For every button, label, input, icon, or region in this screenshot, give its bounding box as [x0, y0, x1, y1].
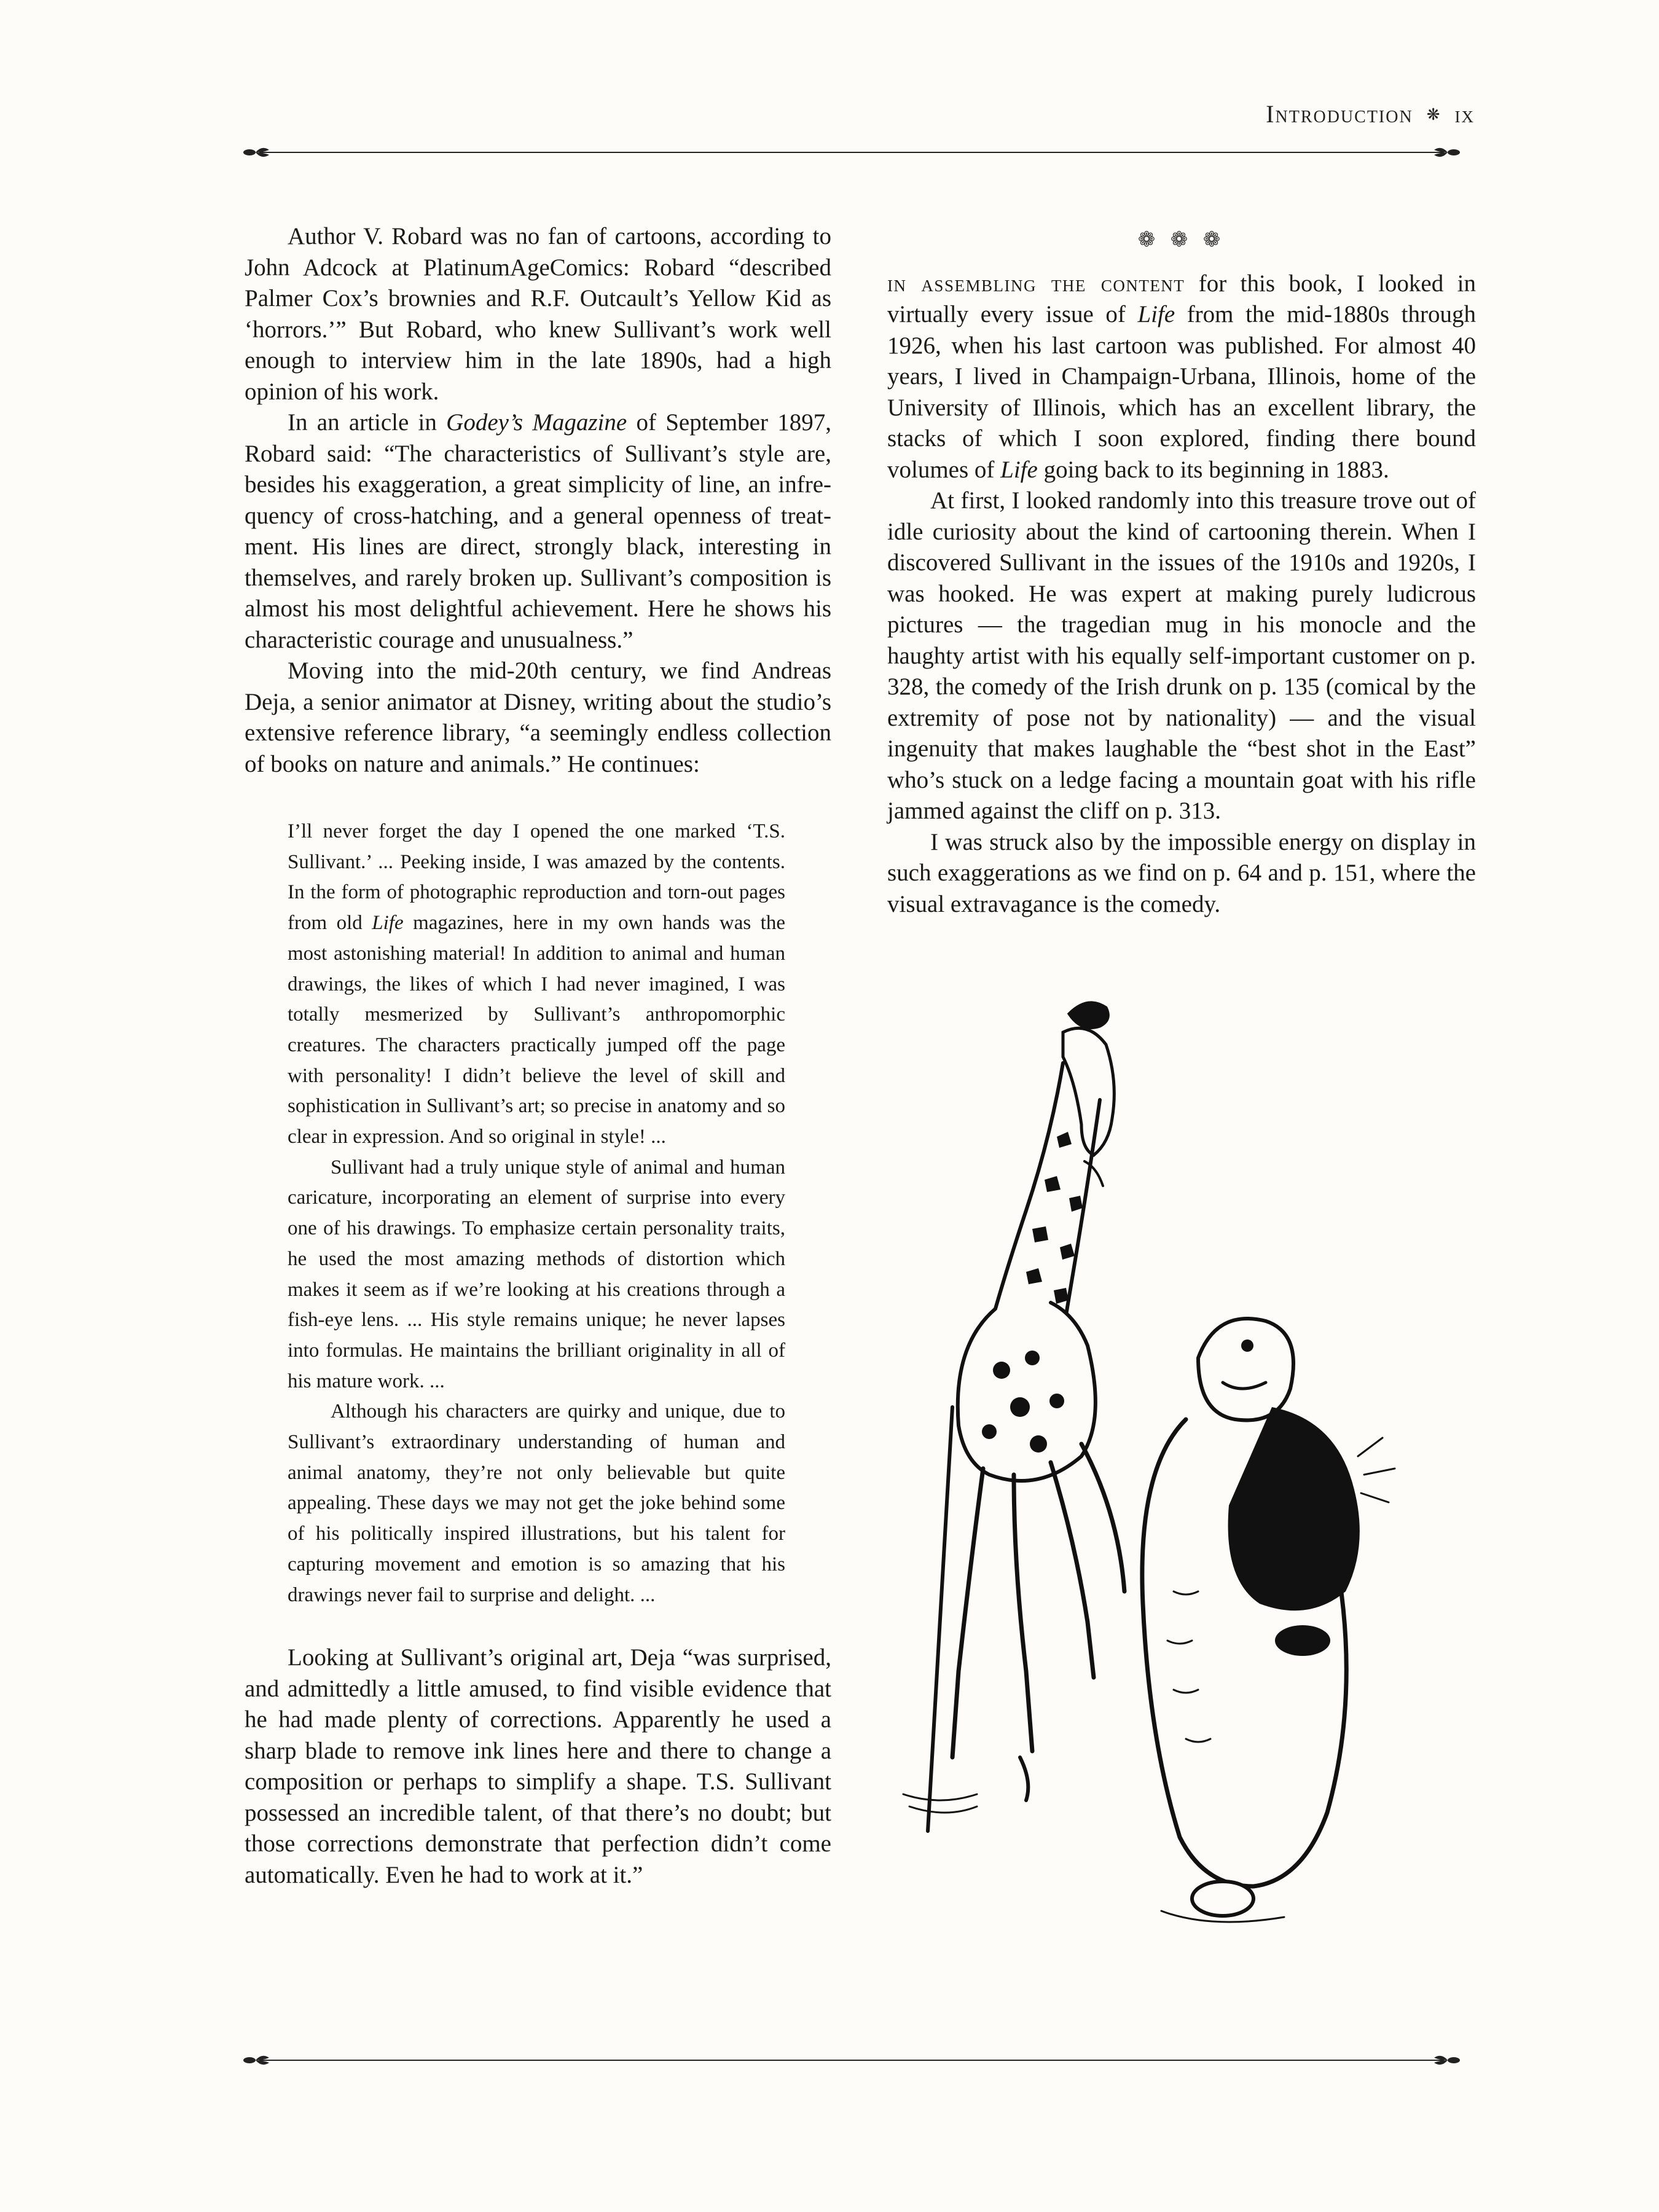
magazine-title: Life — [1000, 456, 1038, 483]
magazine-title: Life — [372, 912, 404, 935]
giraffe-hippo-illustration — [879, 977, 1462, 1972]
magazine-title: Godey’s Magazine — [446, 409, 627, 436]
quote-paragraph: I’ll never forget the day I opened the one marked ‘T.S. Sullivant.’ ... Peeking inside, I was amazed by the contents. In the form of photographic reproduction and torn-out pages from old Life magazines, here in my own hands was the most astonishing material! In addition to animal and human drawings, the likes of which I had never imagined, I was totally mesmerized by Sullivant’s anthropomorphic creatures. The characters practically jumped off the page with personality! I didn’t believe the level of skill and sophistication in Sullivant’s art; so precise in anatomy and so clear in expression. And so original in style! ... — [288, 820, 785, 1148]
left-column — [245, 221, 831, 1891]
paragraph: Moving into the mid-20th century, we find Andreas Deja, a senior animator at Disney, writing about the studio’s extensive reference library, “a seemingly endless collection of books on nature and animals.” He continues: — [245, 657, 831, 777]
quote-paragraph: Sullivant had a truly unique style of animal and human caricature, incorporating an element of surprise into every one of his drawings. To emphasize certain personality traits, he used the most amazing methods of distortion which makes it seem as if we’re looking at his creations through a fish-eye lens. ... His style remains unique; he never lapses into formulas. He maintains the brilliant originality in all of his mature work. ... — [288, 1156, 785, 1392]
paragraph: I was struck also by the impossible energy on display in such exaggerations as we find on p. 64 and p. 151, where the visual extravagance is the comedy. — [887, 828, 1476, 917]
paragraph: Author V. Robard was no fan of cartoons, according to John Adcock at PlatinumAgeComics: Robard “described Palmer Cox’s brownies and R.F. Outcault’s Yellow Kid as ‘horrors.’” But Robard, who knew Sullivant’s work well enough to interview him in the late 1890s, had a high opinion of his work. — [245, 223, 831, 405]
paragraph: in assembling the content for this book, I looked in virtually every issue of Life from the mid-1880s through 1926, when his last cartoon was published. For almost 40 years, I lived in Champaign-Urbana, Illinois, home of the University of Illinois, which has an excellent library, the stacks of which I soon explored, finding there bound volumes of Life going back to its beginning in 1883. — [887, 270, 1476, 483]
top-ornamental-rule — [241, 140, 1462, 165]
section-title: Introduction — [1266, 100, 1413, 128]
magazine-title: Life — [1137, 301, 1175, 327]
hippo-figure — [1142, 1319, 1395, 1922]
paragraph: Looking at Sullivant’s original art, Deja “was surprised, and admittedly a little amused, to find visible evidence that he had made plenty of corrections. Apparently he used a sharp blade to remove ink lines here and there to change a composition or perhaps to simplify a shape. T.S. Sullivant possessed an incredible talent, of that there’s no doubt; but those corrections demonstrate that perfection didn’t come automatically. Even he had to work at it.” — [245, 1644, 831, 1888]
giraffe-figure — [903, 1003, 1124, 1831]
page-number: ix — [1454, 102, 1475, 128]
lead-in: in assembling the content — [887, 270, 1185, 297]
block-quote — [288, 817, 785, 1610]
quote-paragraph: Although his characters are quirky and unique, due to Sullivant’s extraordinary understanding of human and animal anatomy, they’re not only believable but quite appealing. These days we may not get the joke behind some of his politically inspired illustrations, but his talent for capturing movement and emotion is so amazing that his drawings never fail to surprise and delight. ... — [288, 1400, 785, 1606]
running-header — [1266, 100, 1475, 128]
paragraph: At first, I looked randomly into this treasure trove out of idle curiosity about the kind of cartooning therein. When I discovered Sullivant in the issues of the 1910s and 1920s, I was hooked. He was expert at making purely ludicrous pictures — the tragedian mug in his monocle and the haughty artist with his equally self-important customer on p. 328, the comedy of the Irish drunk on p. 135 (comical by the extremity of pose not by nationality) — and the visual ingenuity that makes laughable the “best shot in the East” who’s stuck on a ledge facing a mountain goat with his rifle jammed against the cliff on p. 313. — [887, 487, 1476, 824]
right-column — [887, 221, 1476, 920]
paragraph: In an article in Godey’s Magazine of September 1897, Robard said: “The characteristics of Sullivant’s style are, besides his exaggeration, a great simplicity of line, an infrequency of cross-hatching, and a general openness of treatment. His lines are direct, strongly black, interesting in themselves, and rarely broken up. Sullivant’s composition is almost his most delightful achievement. Here he shows his characteristic courage and unusualness.” — [245, 409, 832, 653]
asterism-ornament-icon: ❋ — [1426, 106, 1441, 124]
bottom-ornamental-rule — [241, 2048, 1462, 2073]
section-divider-ornament: ❁ ❁ ❁ — [1137, 229, 1226, 251]
